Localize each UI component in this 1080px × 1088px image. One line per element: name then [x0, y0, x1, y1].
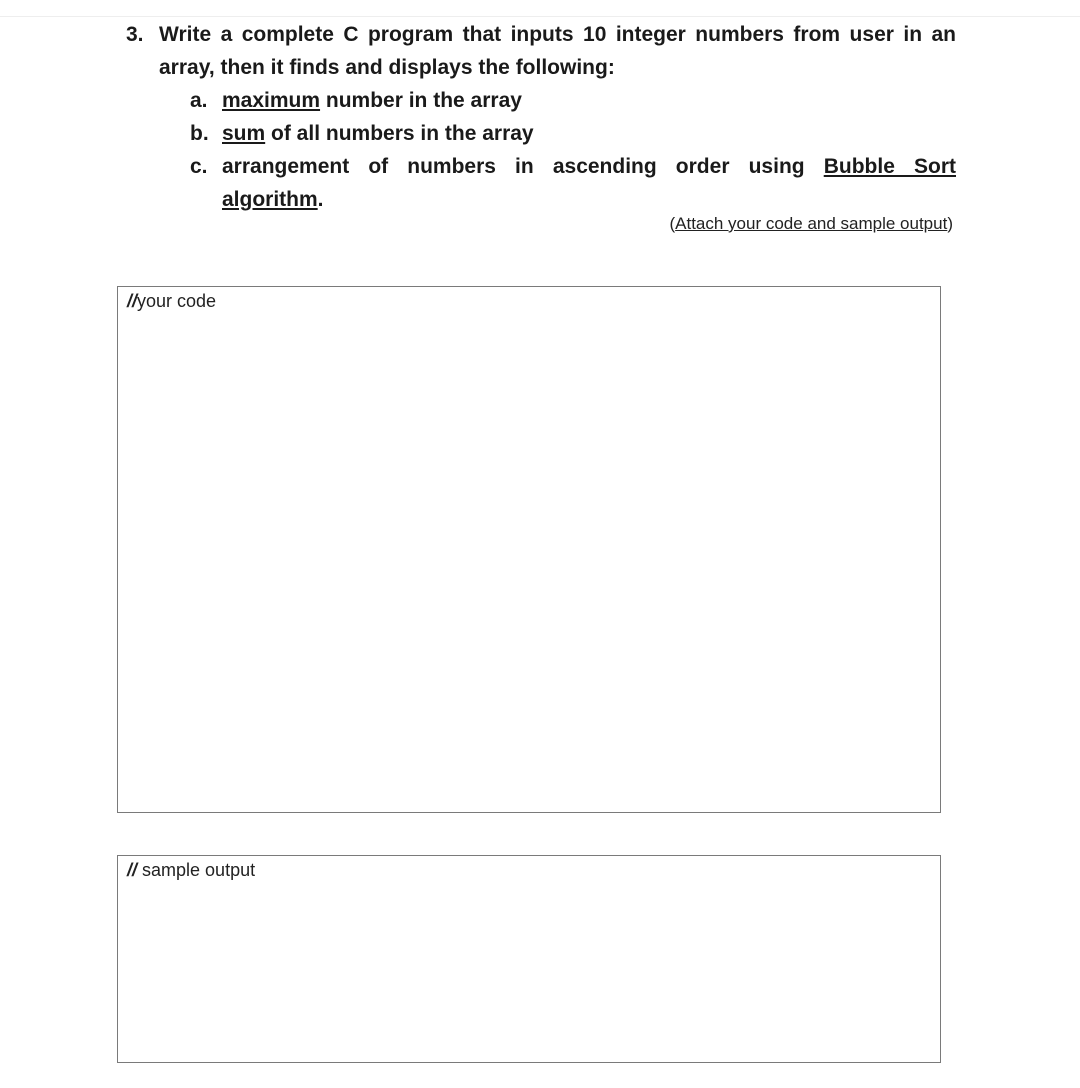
code-answer-box[interactable] — [117, 286, 941, 813]
code-box-label — [127, 291, 216, 312]
attach-instruction — [669, 214, 953, 234]
comment-slashes: // — [127, 291, 138, 311]
item-rest: number in the array — [320, 89, 522, 112]
question-line-2 — [126, 51, 956, 84]
item-keyword: sum — [222, 122, 266, 145]
question-text-line-2: array, then it finds and displays the following: — [159, 56, 615, 79]
item-letter: b. — [190, 122, 209, 145]
code-box-label-text: your code — [137, 291, 217, 311]
question-text-line-1: Write a complete C program that inputs 10 integer numbers from user in an — [159, 23, 956, 46]
requirement-item-c-continued — [126, 183, 956, 216]
requirement-item-c — [126, 150, 956, 183]
comment-slashes: // — [127, 860, 138, 880]
item-keyword: maximum — [222, 89, 321, 112]
item-keyword: Bubble Sort — [823, 155, 956, 178]
item-keyword-2: algorithm — [222, 188, 318, 211]
attach-text: Attach your code and sample output — [675, 214, 948, 233]
requirement-item-a — [126, 84, 956, 117]
item-text — [222, 84, 956, 117]
question-line-1 — [126, 18, 956, 51]
item-text-continued — [222, 183, 956, 216]
item-letter: c. — [190, 155, 208, 178]
requirement-item-b — [126, 117, 956, 150]
item-suffix: . — [317, 188, 324, 211]
item-prefix: arrangement of numbers in ascending order using — [222, 155, 824, 178]
output-box-label-text: sample output — [137, 860, 256, 880]
output-box-label — [127, 860, 255, 881]
sample-output-box[interactable] — [117, 855, 941, 1063]
item-letter: a. — [190, 89, 208, 112]
question-block — [126, 18, 956, 216]
item-rest: of all numbers in the array — [265, 122, 534, 145]
question-number: 3. — [126, 23, 144, 46]
top-divider — [0, 16, 1080, 17]
attach-close-paren: ) — [947, 214, 953, 233]
item-text — [222, 117, 956, 150]
item-text — [222, 150, 956, 183]
attach-open-paren: ( — [669, 214, 676, 233]
